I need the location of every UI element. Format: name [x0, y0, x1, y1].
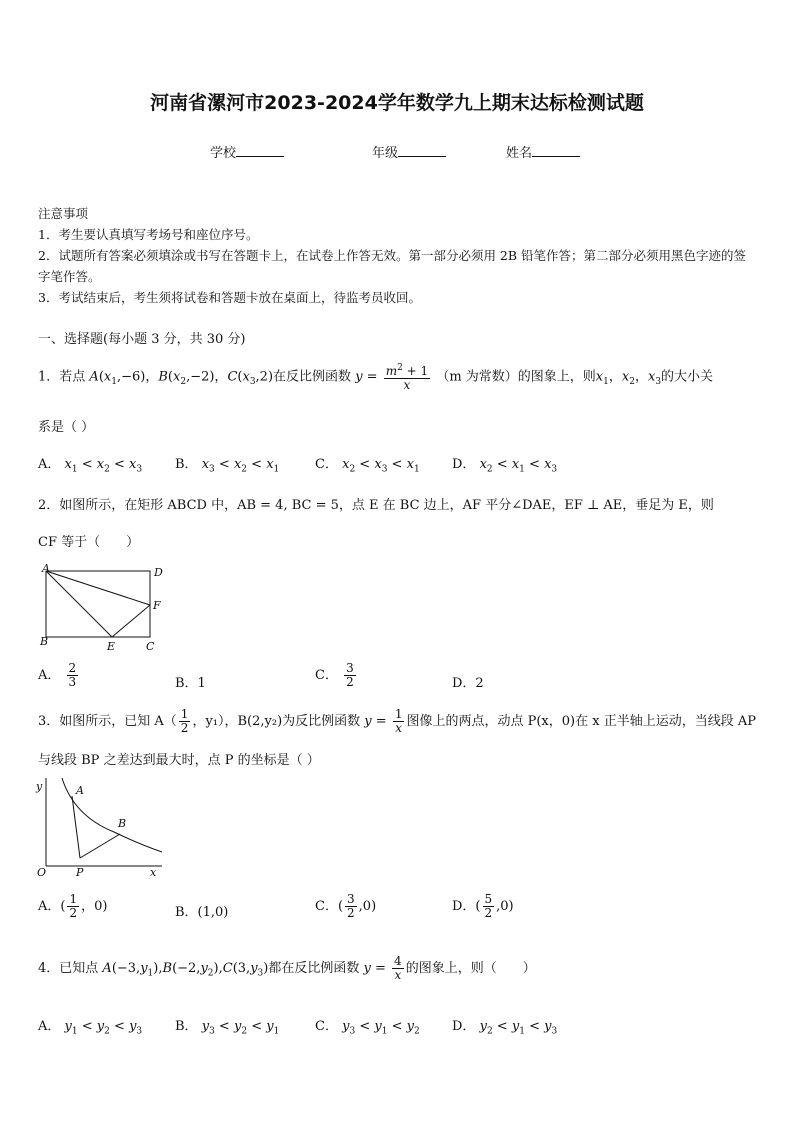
section-heading: 一、选择题(每小题 3 分，共 30 分) [38, 332, 246, 347]
question-3: 3．如图所示，已知 A（ $\frac{1}{2}$ ，y₁），B(2,y₂)为反比例函数 y = $\frac{1}{x}$ 图像上的两点，动点 P(x，0)在 x 正半轴上运动，当线段 AP [38, 707, 756, 735]
name-field: 姓名 [506, 142, 580, 161]
rect-abcd [46, 571, 150, 637]
segment-bp [80, 834, 120, 858]
label-b: B [40, 635, 49, 648]
q3-option-a[interactable]: A．( $\frac{1}{2}$ ，0) [38, 892, 108, 920]
q1-option-c[interactable]: C． $x_2 < x_3 < x_1$ [315, 457, 420, 475]
question-1-line2: 系是（ ） [38, 420, 95, 435]
q2-option-d[interactable]: D．2 [452, 676, 484, 691]
q1-option-d[interactable]: D． $x_2 < x_1 < x_3$ [452, 457, 558, 475]
label-a: A [76, 784, 84, 797]
label-e: E [107, 640, 116, 653]
segment-ae [46, 571, 112, 637]
segment-af [46, 571, 150, 605]
label-f: F [153, 599, 161, 612]
notice-head: 注意事项 [38, 206, 89, 221]
label-y: y [36, 780, 43, 793]
label-c: C [146, 640, 155, 653]
q2-option-c[interactable]: C． $\frac{3}{2}$ [315, 661, 354, 689]
q3-option-d[interactable]: D．( $\frac{5}{2}$ ,0) [452, 892, 514, 920]
segment-ef [112, 605, 150, 637]
label-o: O [37, 866, 47, 879]
hyperbola-figure [34, 772, 174, 880]
school-field: 学校 [210, 142, 284, 161]
notice-block [38, 203, 758, 308]
notice-item: 1．考生要认真填写考场号和座位序号。 [38, 227, 259, 242]
rectangle-figure [36, 563, 168, 653]
label-p: P [76, 866, 84, 879]
notice-item: 3．考试结束后，考生须将试卷和答题卡放在桌面上，待监考员收回。 [38, 290, 421, 305]
label-x: x [150, 866, 157, 879]
page-title: 河南省漯河市2023-2024学年数学九上期末达标检测试题 [150, 92, 644, 114]
q4-option-d[interactable]: D． $y_2 < y_1 < y_3$ [452, 1019, 558, 1037]
question-2-line2: CF 等于（ ） [38, 535, 140, 550]
q1-option-b[interactable]: B． $x_3 < x_2 < x_1$ [175, 457, 280, 475]
question-3-line2: 与线段 BP 之差达到最大时，点 P 的坐标是（ ） [38, 753, 320, 768]
label-a: A [42, 563, 50, 575]
label-d: D [154, 566, 163, 579]
question-2: 2．如图所示，在矩形 ABCD 中，AB = 4, BC = 5，点 E 在 BC 边上，AF 平分∠DAE，EF ⊥ AE，垂足为 E，则 [38, 498, 714, 513]
q4-option-c[interactable]: C． $y_3 < y_1 < y_2$ [315, 1019, 420, 1037]
q2-option-b[interactable]: B．1 [175, 676, 206, 691]
q3-option-c[interactable]: C．( $\frac{3}{2}$ ,0) [315, 892, 377, 920]
grade-field: 年级 [372, 142, 446, 161]
question-4: 4．已知点 $A(-3,y_1),B(-2,y_2),C(3,y_3)$都在反比例函数 y = $\frac{4}{x}$ 的图象上，则（ ） [38, 954, 536, 982]
q4-option-b[interactable]: B． $y_3 < y_2 < y_1$ [175, 1019, 280, 1037]
q2-option-a[interactable]: A． $\frac{2}{3}$ [38, 661, 77, 689]
question-1: 1．若点 $A(x_1,-6)$，$B(x_2,-2)$，$C(x_3,2)$在反比例函数 y = $\frac{m^2 + 1}{x}$ （m 为常数）的图象上，则$x_1$，$x_2$，$x_3$的大小关 [38, 363, 714, 392]
label-b: B [118, 817, 127, 830]
q3-option-b[interactable]: B．(1,0) [175, 905, 229, 920]
notice-item: 2．试题所有答案必须填涂或书写在答题卡上，在试卷上作答无效。第一部分必须用 2B 铅笔作答；第二部分必须用黑色字迹的签字笔作答。 [38, 248, 747, 284]
q1-option-a[interactable]: A． $x_1 < x_2 < x_3$ [38, 457, 143, 475]
q4-option-a[interactable]: A． $y_1 < y_2 < y_3$ [38, 1019, 143, 1037]
